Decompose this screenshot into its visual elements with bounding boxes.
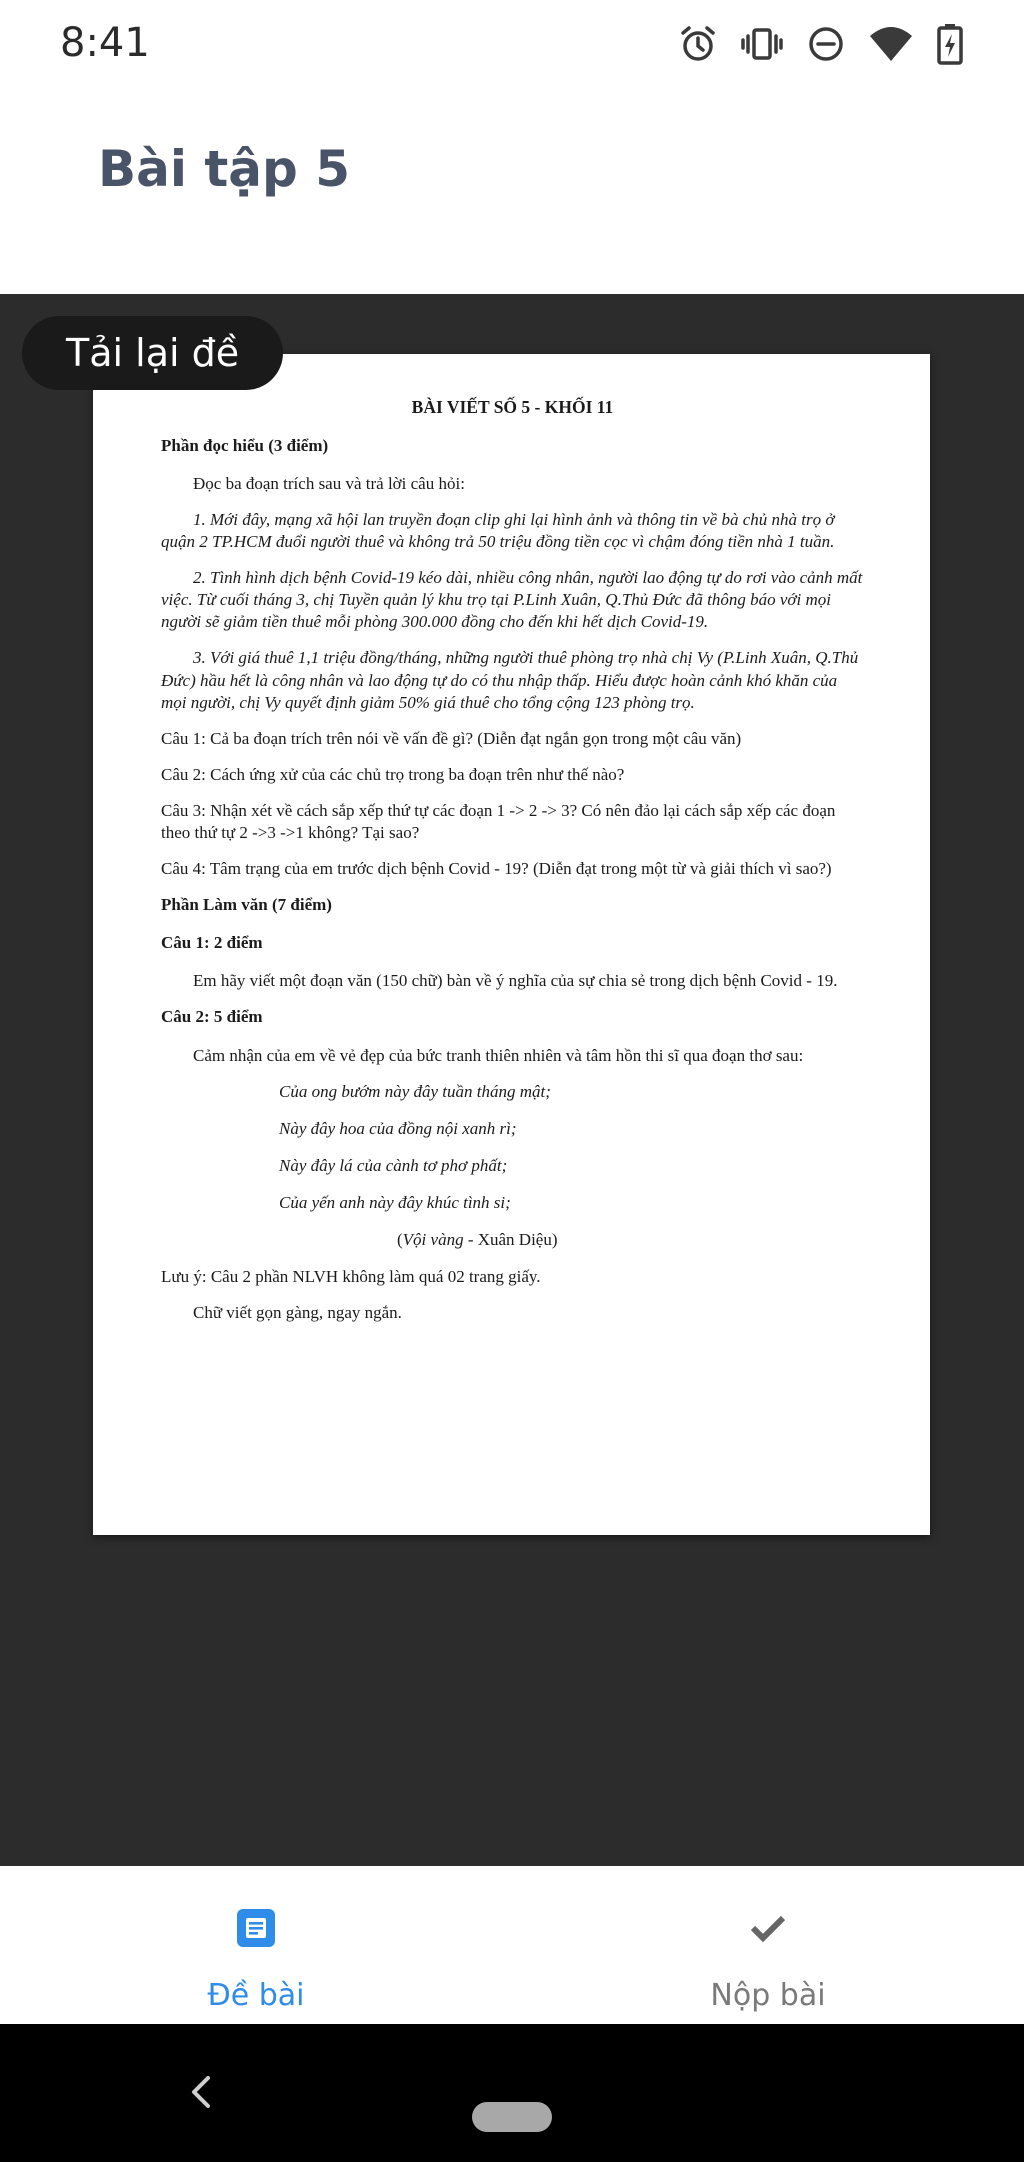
battery-charging-icon: [936, 23, 964, 65]
writing-section-title: Phần Làm văn (7 điểm): [161, 895, 332, 915]
reload-exam-button[interactable]: Tải lại đề: [22, 316, 283, 390]
tab-de-bai-label: Đề bài: [207, 1978, 305, 2013]
writing-q1-body: Em hãy viết một đoạn văn (150 chữ) bàn về ý nghĩa của sự chia sẻ trong dịch bệnh Covid - 19.: [193, 971, 838, 991]
reading-section-title: Phần đọc hiểu (3 điểm): [161, 435, 329, 455]
check-icon: [746, 1906, 790, 1955]
system-navigation-bar: [0, 2024, 1024, 2162]
doc-passage-2: 2. Tình hình dịch bệnh Covid-19 kéo dài, nhiều công nhân, người lao động tự do rơi vào cảnh mất việc. Từ cuối tháng 3, chị Tuyền quản lý khu trọ tại P.Linh Xuân, Q.Thủ Đức đã thông báo với mọi người sẽ giảm tiền thuê mỗi phòng 300.000 đồng cho đến khi hết dịch Covid-19.: [161, 568, 863, 632]
document-viewer[interactable]: [0, 294, 1024, 1866]
writing-q1-title: Câu 1: 2 điểm: [161, 933, 263, 953]
poem-source-author: - Xuân Diệu): [467, 1230, 558, 1249]
doc-instruction: Đọc ba đoạn trích sau và trả lời câu hỏi:: [193, 473, 465, 493]
doc-question-4: Câu 4: Tâm trạng của em trước dịch bệnh Covid - 19? (Diễn đạt trong một từ và giải thích vì sao?): [161, 859, 832, 879]
doc-passage-1: 1. Mới đây, mạng xã hội lan truyền đoạn clip ghi lại hình ảnh và thông tin về bà chủ nhà trọ ở quận 2 TP.HCM đuổi người thuê và không trả 50 triệu đồng tiền cọc vì chậm đóng tiền nhà 1 tuần.: [161, 509, 835, 552]
doc-question-3: Câu 3: Nhận xét về cách sắp xếp thứ tự các đoạn 1 -> 2 -> 3? Có nên đảo lại cách sắp xếp các đoạn theo thứ tự 2 ->3 ->1 không? Tại sao?: [161, 800, 836, 842]
bottom-navigation: [0, 1866, 1024, 2024]
tab-nop-bai[interactable]: [512, 1866, 1024, 2024]
doc-note-2: Chữ viết gọn gàng, ngay ngắn.: [193, 1303, 402, 1323]
status-time: 8:41: [60, 20, 150, 66]
status-icons: [678, 20, 964, 68]
document-icon: [234, 1906, 278, 1955]
writing-q2-body: Cảm nhận của em về vẻ đẹp của bức tranh thiên nhiên và tâm hồn thi sĩ qua đoạn thơ sau:: [193, 1045, 804, 1065]
doc-question-2: Câu 2: Cách ứng xử của các chủ trọ trong ba đoạn trên như thế nào?: [161, 764, 625, 784]
tab-de-bai[interactable]: [0, 1866, 512, 2024]
back-icon[interactable]: [180, 2064, 220, 2120]
doc-note: Lưu ý: Câu 2 phần NLVH không làm quá 02 trang giấy.: [161, 1267, 541, 1287]
poem-line: Này đây lá của cành tơ phơ phất;: [279, 1155, 508, 1175]
status-bar: [0, 0, 1024, 88]
alarm-icon: [678, 24, 718, 64]
home-pill-button[interactable]: [472, 2102, 552, 2132]
page-title: Bài tập 5: [98, 140, 351, 198]
poem-line: Của ong bướm này đây tuần tháng mật;: [279, 1081, 551, 1101]
tab-nop-bai-label: Nộp bài: [710, 1978, 826, 2013]
app-header: [0, 88, 1024, 294]
doc-heading: BÀI VIẾT SỐ 5 - KHỐI 11: [411, 397, 614, 417]
poem-source: (Vội vàng - Xuân Diệu): [397, 1230, 558, 1249]
wifi-icon: [868, 24, 914, 64]
doc-passage-3: 3. Với giá thuê 1,1 triệu đồng/tháng, những người thuê phòng trọ nhà chị Vy (P.Linh Xuân, Q.Thủ Đức) hầu hết là công nhân và lao động tự do có thu nhập thấp. Hiểu được hoàn cảnh khó khăn của mọi người, chị Vy quyết định giảm 50% giá thuê cho tổng cộng 123 phòng trọ.: [161, 648, 859, 712]
vibrate-icon: [740, 24, 784, 64]
poem-source-title: Vội vàng: [402, 1230, 464, 1249]
do-not-disturb-icon: [806, 24, 846, 64]
poem-line: Này đây hoa của đồng nội xanh rì;: [279, 1118, 517, 1138]
poem-line: Của yến anh này đây khúc tình si;: [279, 1192, 511, 1212]
document-page: [93, 354, 930, 1535]
writing-q2-title: Câu 2: 5 điểm: [161, 1007, 263, 1027]
doc-question-1: Câu 1: Cả ba đoạn trích trên nói về vấn đề gì? (Diễn đạt ngắn gọn trong một câu văn): [161, 728, 742, 748]
